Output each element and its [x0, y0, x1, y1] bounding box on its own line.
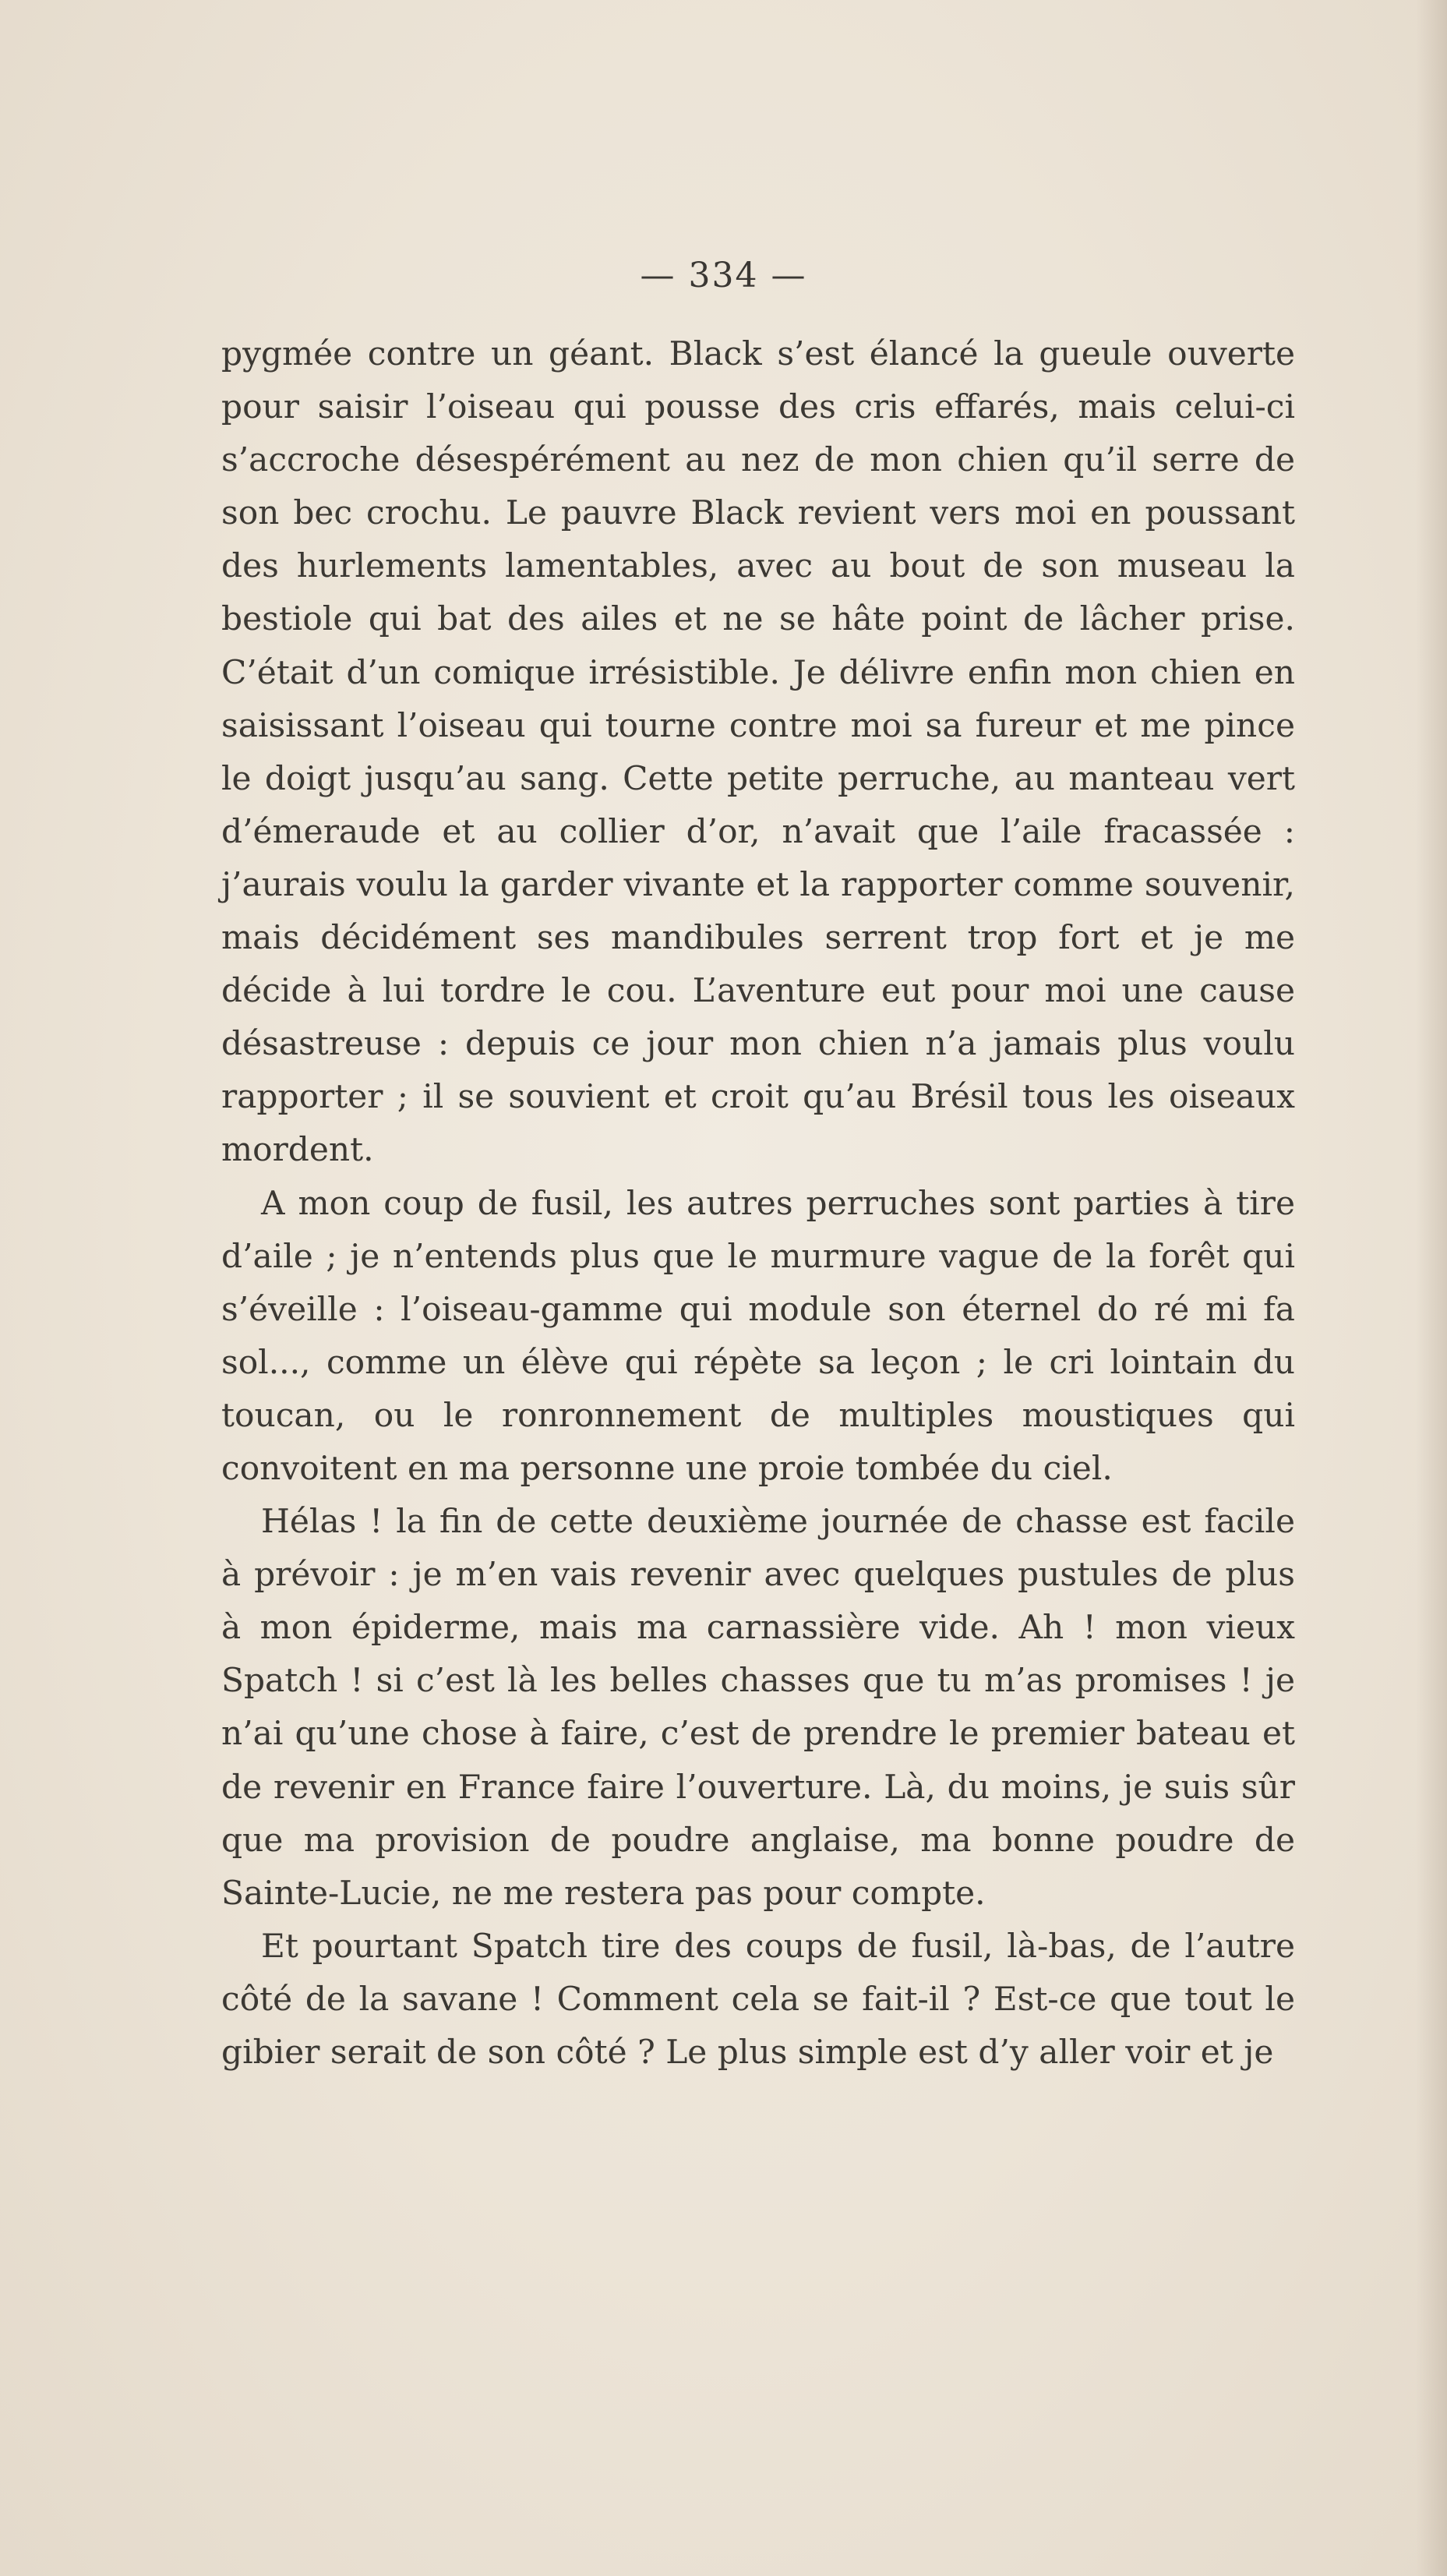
- paragraph-continuation: pygmée contre un géant. Black s’est élancé la gueule ouverte pour saisir l’oiseau qui pousse des cris effarés, mais celui-ci s’accroche désespérément au nez de mon chien qu’il serre de son bec crochu. Le pauvre Black revient vers moi en poussant des hurlements lamentables, avec au bout de son museau la bestiole qui bat des ailes et ne se hâte point de lâcher prise. C’était d’un comique irrésistible. Je délivre enfin mon chien en saisissant l’oiseau qui tourne contre moi sa fureur et me pince le doigt jusqu’au sang. Cette petite perruche, au manteau vert d’émeraude et au collier d’or, n’avait que l’aile fracassée : j’aurais voulu la garder vivante et la rapporter comme souvenir, mais décidément ses mandibules serrent trop fort et je me décide à lui tordre le cou. L’aventure eut pour moi une cause désastreuse : depuis ce jour mon chien n’a jamais plus voulu rapporter ; il se souvient et croit qu’au Brésil tous les oiseaux mordent.: [221, 334, 1295, 1169]
- page-number: — 334 —: [640, 256, 807, 295]
- paragraph-spatch: Et pourtant Spatch tire des coups de fusil, là-bas, de l’autre côté de la savane ! Comment cela se fait-il ? Est-ce que tout le gibier serait de son côté ? Le plus simple est d’y aller voir et je: [221, 1926, 1295, 2071]
- paragraph-helas: Hélas ! la fin de cette deuxième journée de chasse est facile à prévoir : je m’en vais revenir avec quelques pustules de plus à mon épiderme, mais ma carnassière vide. Ah ! mon vieux Spatch ! si c’est là les belles chasses que tu m’as promises ! je n’ai qu’une chose à faire, c’est de prendre le premier bateau et de revenir en France faire l’ouverture. Là, du moins, je suis sûr que ma provision de poudre anglaise, ma bonne poudre de Sainte-Lucie, ne me restera pas pour compte.: [221, 1502, 1295, 1912]
- body-text: [221, 327, 1295, 2079]
- page-edge-shadow: [1416, 0, 1447, 2576]
- paragraph-perruches: A mon coup de fusil, les autres perruches sont parties à tire d’aile ; je n’entends plus que le murmure vague de la forêt qui s’éveille : l’oiseau-gamme qui module son éternel do ré mi fa sol..., comme un élève qui répète sa leçon ; le cri lointain du toucan, ou le ronronnement de multiples moustiques qui convoitent en ma personne une proie tombée du ciel.: [221, 1183, 1295, 1487]
